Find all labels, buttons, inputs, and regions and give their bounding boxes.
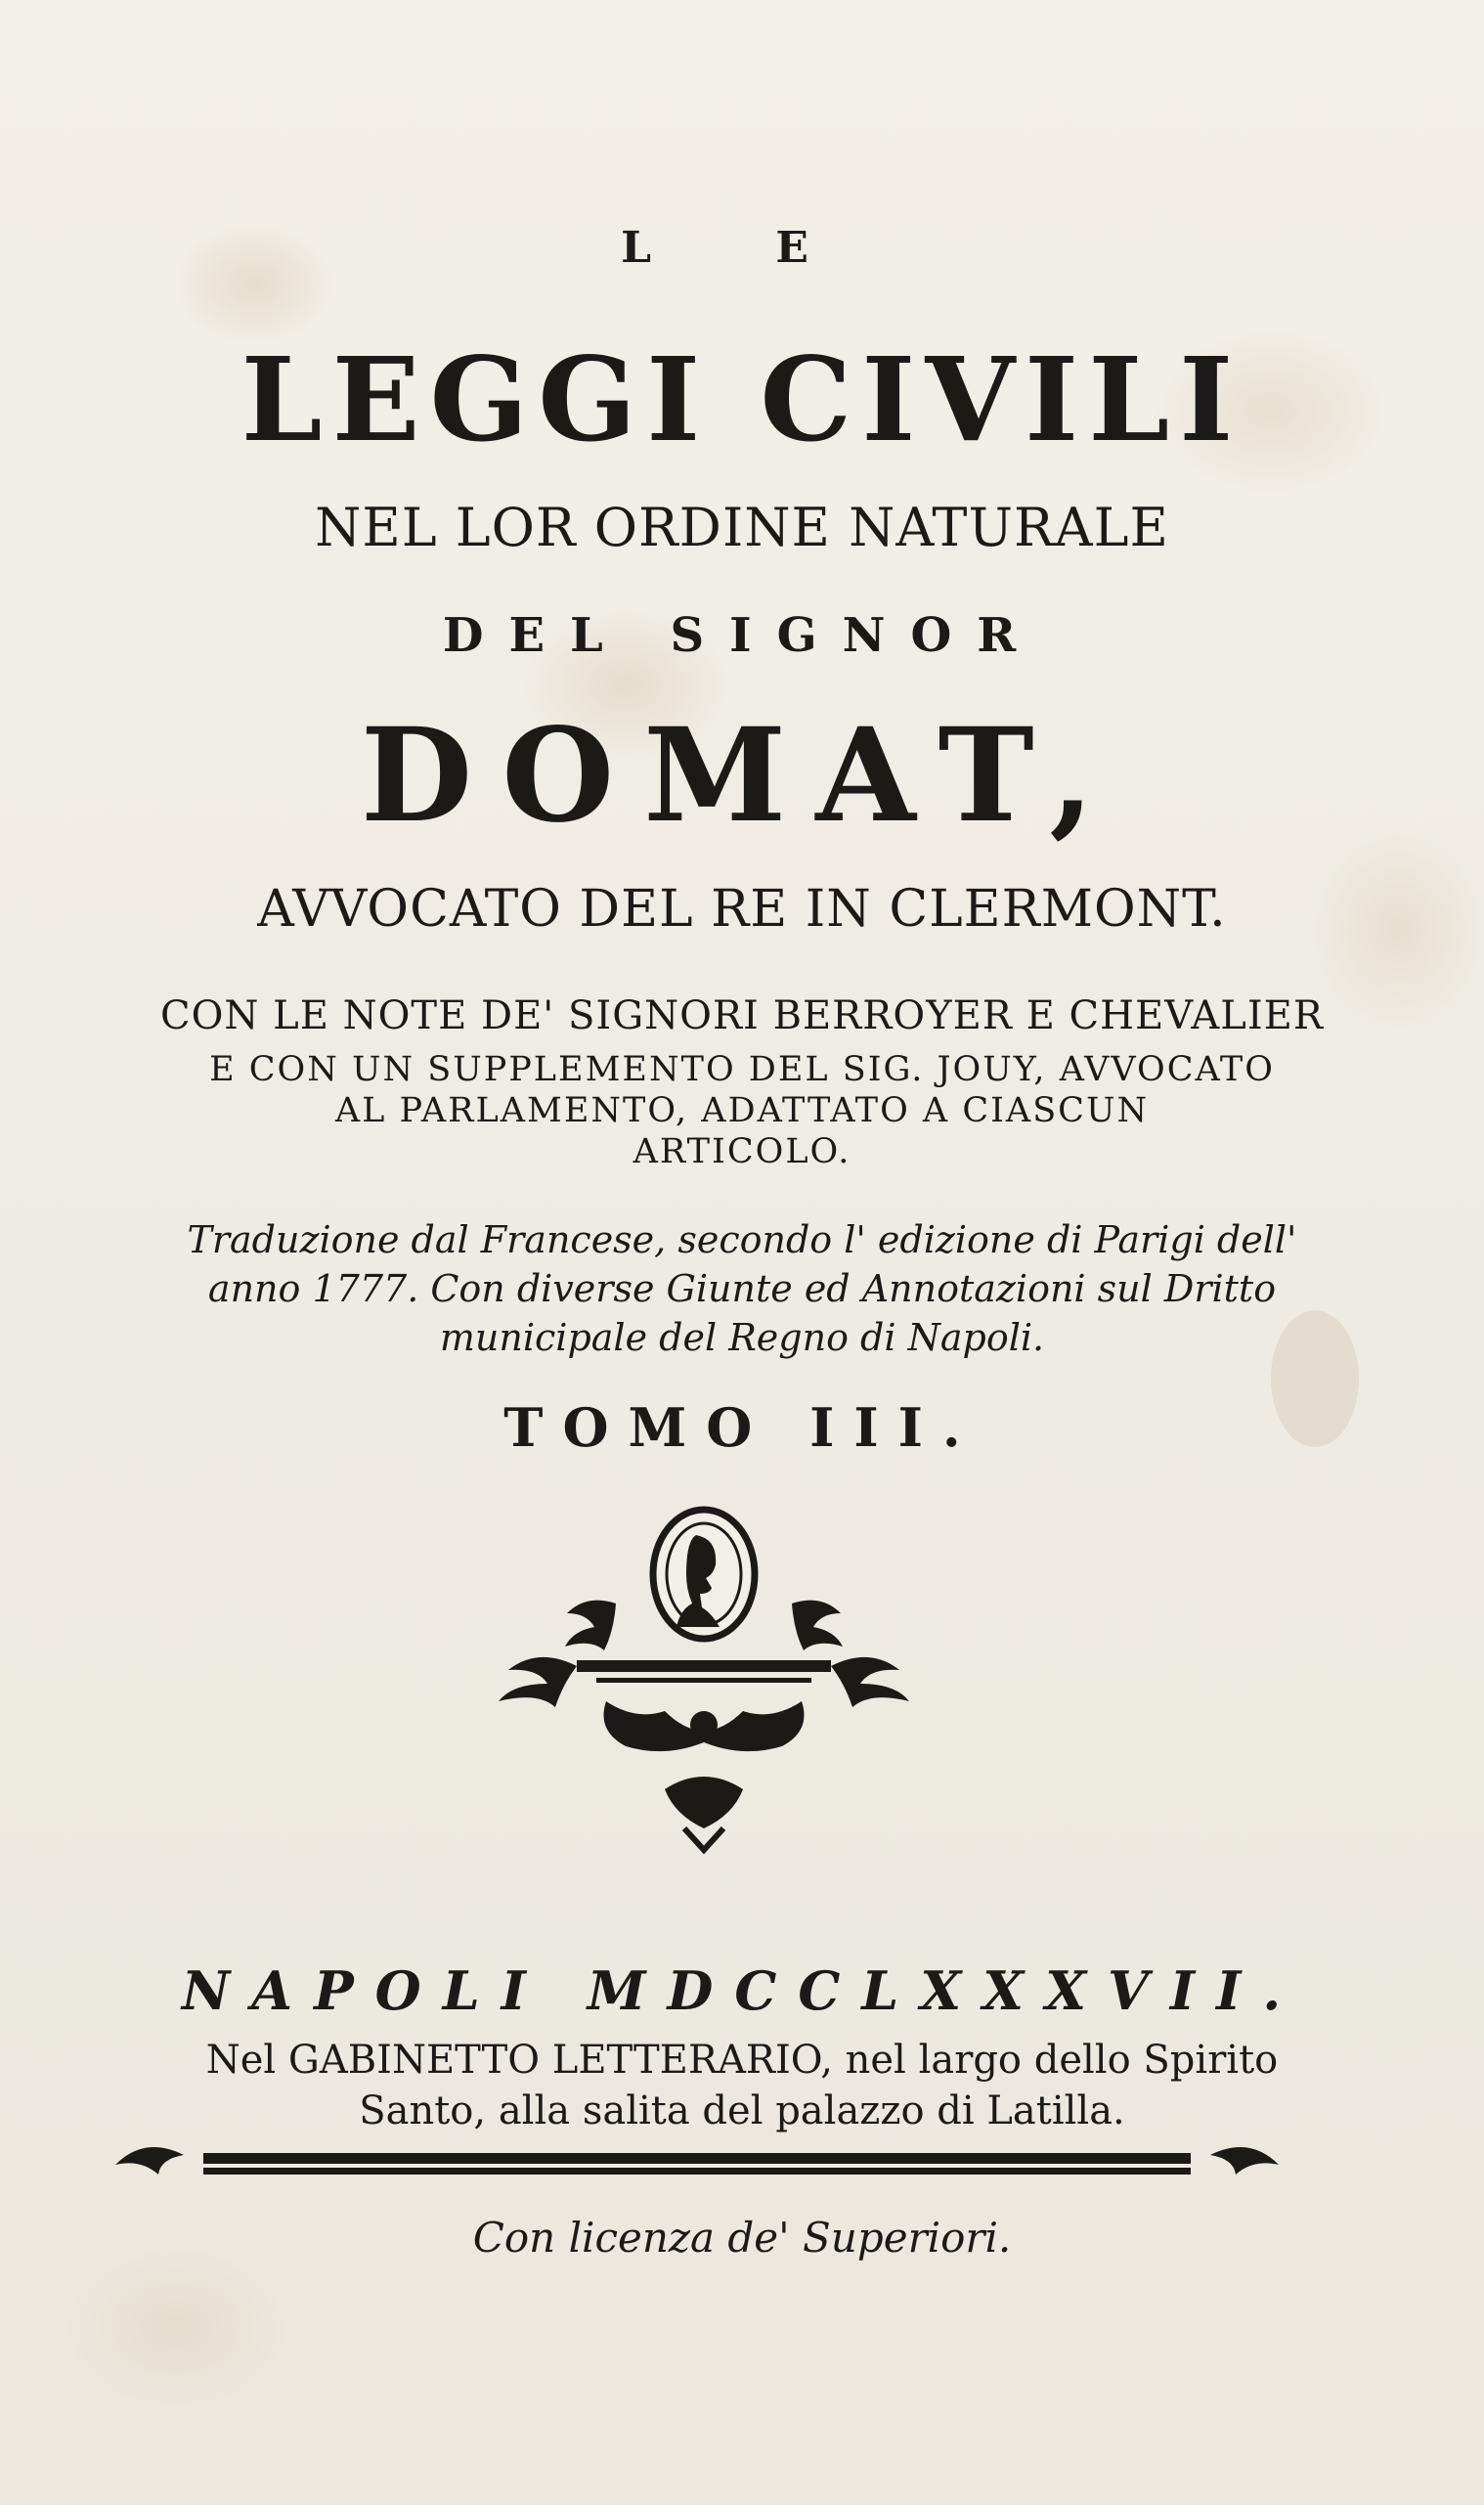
imprint-publisher-line-1: Nel GABINETTO LETTERARIO, nel largo dello Spirito <box>205 2038 1279 2083</box>
author-name: DOMAT, <box>360 700 1124 852</box>
heading-le: L E <box>621 223 863 273</box>
license-line: Con licenza de' Superiori. <box>472 2214 1012 2262</box>
subtitle-order: NEL LOR ORDINE NATURALE <box>315 497 1169 558</box>
notes-line-3: AL PARLAMENTO, ADATTATO A CIASCUN <box>334 1091 1150 1130</box>
translation-line-3: municipale del Regno di Napoli. <box>439 1316 1045 1359</box>
author-intro: DEL SIGNOR <box>442 608 1042 663</box>
cameo-portrait-vignette-icon <box>489 1506 919 1877</box>
notes-line-2: E CON UN SUPPLEMENTO DEL SIG. JOUY, AVVOCATO <box>209 1050 1275 1089</box>
main-title: LEGGI CIVILI <box>240 331 1244 467</box>
imprint-city-date: NAPOLI MDCCLXXXVII. <box>181 1959 1303 2022</box>
notes-line-4: ARTICOLO. <box>633 1132 851 1171</box>
translation-line-2: anno 1777. Con diverse Giunte ed Annotazioni sul Dritto <box>207 1267 1277 1310</box>
translation-line-1: Traduzione dal Francese, secondo l' edizione di Parigi dell' <box>187 1218 1297 1261</box>
imprint-publisher-line-2: Santo, alla salita del palazzo di Latilla. <box>359 2088 1125 2133</box>
decorative-rule-icon <box>115 2135 1279 2194</box>
author-title: AVVOCATO DEL RE IN CLERMONT. <box>257 880 1227 939</box>
volume-number: TOMO III. <box>503 1396 981 1459</box>
notes-line-1: CON LE NOTE DE' SIGNORI BERROYER E CHEVALIER <box>160 993 1324 1038</box>
